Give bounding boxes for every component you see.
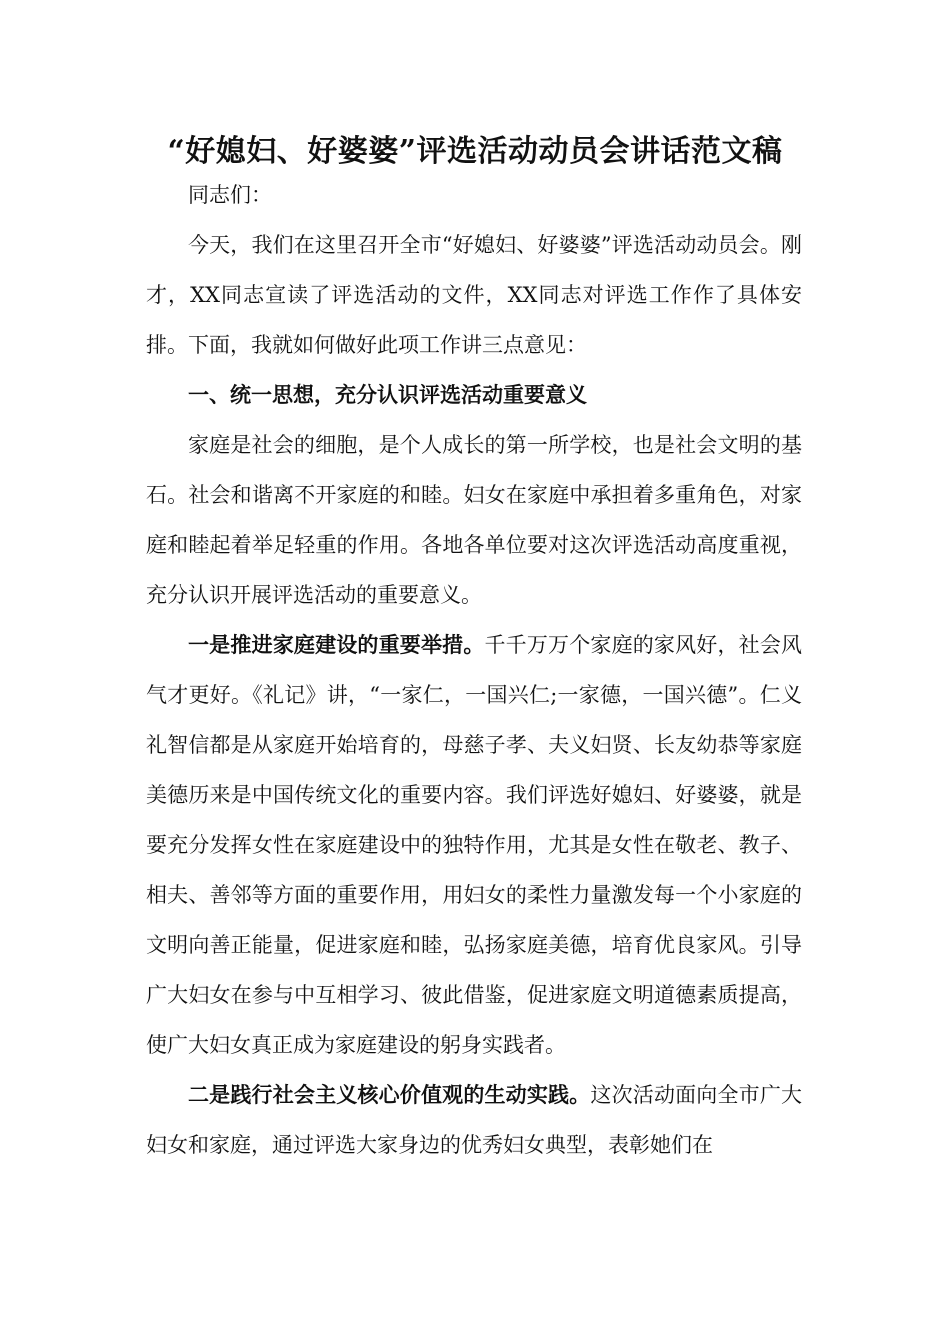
point-2-lead: 二是践行社会主义核心价值观的生动实践。 xyxy=(188,1082,591,1107)
section-1-paragraph: 家庭是社会的细胞，是个人成长的第一所学校，也是社会文明的基石。社会和谐离不开家庭的和睦。妇女在家庭中承担着多重角色，对家庭和睦起着举足轻重的作用。各地各单位要对这次评选活动高度重视，充分认识开展评选活动的重要意义。 xyxy=(146,433,802,607)
point-1-text: 千千万万个家庭的家风好，社会风气才更好。《礼记》讲，“一家仁，一国兴仁;一家德，一国兴德”。仁义礼智信都是从家庭开始培育的，母慈子孝、夫义妇贤、长友幼恭等家庭美德历来是中国传统文化的重要内容。我们评选好媳妇、好婆婆，就是要充分发挥女性在家庭建设中的独特作用，尤其是女性在敬老、教子、相夫、善邻等方面的重要作用，用妇女的柔性力量激发每一个小家庭的文明向善正能量，促进家庭和睦，弘扬家庭美德，培育优良家风。引导广大妇女在参与中互相学习、彼此借鉴，促进家庭文明道德素质提高，使广大妇女真正成为家庭建设的躬身实践者。 xyxy=(146,633,802,1057)
point-1-paragraph xyxy=(146,620,802,1070)
document-body xyxy=(146,170,802,1170)
section-heading-1: 一、统一思想，充分认识评选活动重要意义 xyxy=(188,382,587,407)
point-2-paragraph xyxy=(146,1070,802,1170)
document-title: “好媳妇、好婆婆”评选活动动员会讲话范文稿 xyxy=(167,134,783,169)
intro-paragraph: 今天，我们在这里召开全市“好媳妇、好婆婆”评选活动动员会。刚才，XX同志宣读了评选活动的文件，XX同志对评选工作作了具体安排。下面，我就如何做好此项工作讲三点意见： xyxy=(146,233,802,357)
salutation: 同志们： xyxy=(188,183,272,207)
point-1-lead: 一是推进家庭建设的重要举措。 xyxy=(188,632,485,657)
point-2-text: 这次活动面向全市广大妇女和家庭，通过评选大家身边的优秀妇女典型，表彰她们在 xyxy=(146,1083,803,1157)
